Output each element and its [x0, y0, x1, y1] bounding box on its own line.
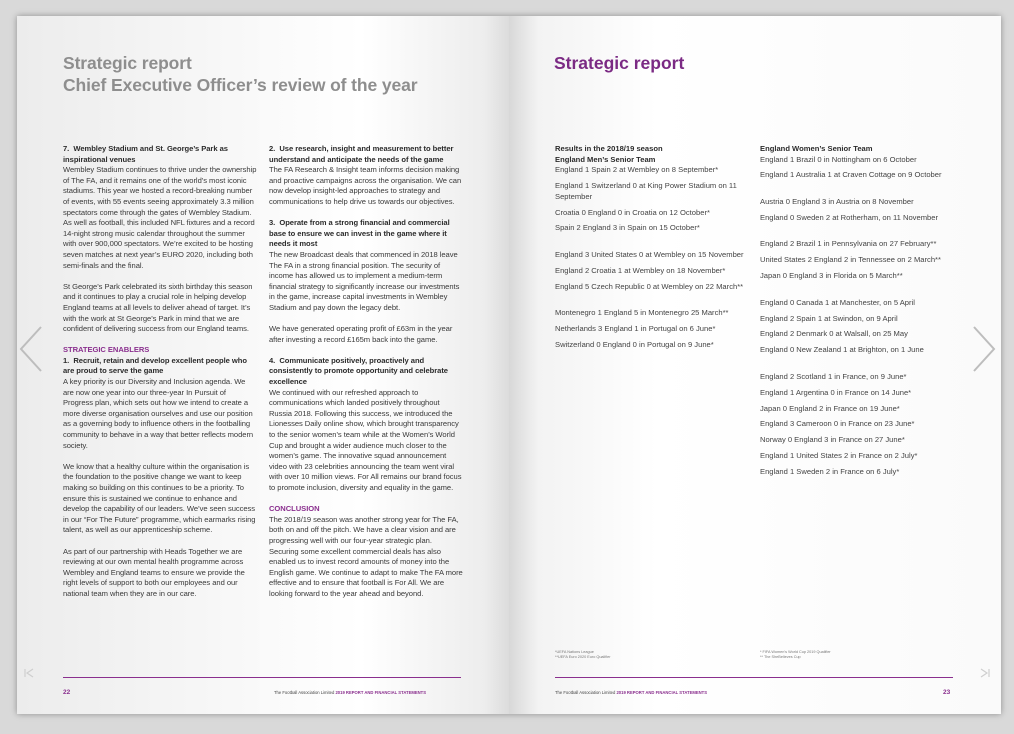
- page-number: 22: [63, 689, 71, 696]
- result-item: England 2 Brazil 1 in Pennsylvania on 27 February**: [760, 239, 937, 249]
- footer-report-name: 2019 REPORT AND FINANCIAL STATEMENTS: [616, 690, 708, 695]
- footer-rule: [555, 677, 953, 678]
- result-item: Japan 0 England 3 in Florida on 5 March**: [760, 271, 903, 281]
- title-line-2: Chief Executive Officer’s review of the year: [63, 75, 418, 95]
- result-item: Croatia 0 England 0 in Croatia on 12 October*: [555, 207, 710, 217]
- result-item: England 2 Denmark 0 at Walsall, on 25 May: [760, 329, 908, 339]
- section-label: CONCLUSION: [269, 504, 320, 514]
- section-heading: 4. Communicate positively, proactively and consistently to promote opportunity and celebrate excellence: [269, 355, 448, 387]
- team-heading: England Women’s Senior Team: [760, 144, 873, 153]
- result-item: Japan 0 England 2 in France on 19 June*: [760, 403, 900, 413]
- mens-results-list: [555, 165, 749, 350]
- right-page: [509, 16, 1001, 714]
- mens-results-column: [555, 144, 749, 356]
- paragraph: Wembley Stadium continues to thrive under the ownership of The FA, and it remains one of the world’s most iconic stadiums. This year we hosted a record-breaking number of events, with 55 events seeing approximately 3.3 million spectators come through the gates of Wembley Stadium. As well as football, this included NFL fixtures and a record 14-night strong music calendar throughout the summer with over 900,000 spectators. We’re excited to be hosting seven matches at next year’s EURO 2020, including both semi-finals and the final.: [63, 165, 257, 270]
- section-label: STRATEGIC ENABLERS: [63, 345, 150, 355]
- last-page-icon: [978, 666, 992, 680]
- first-page-button[interactable]: [22, 666, 36, 680]
- last-page-button[interactable]: [978, 666, 992, 680]
- paragraph: The new Broadcast deals that commenced in 2018 leave The FA in a strong financial position. The security of income has allowed us to implement a medium-term financial strategy to significantly increase our investments in the game, increase capital investments in Wembley Stadium and pay down the legacy debt.: [269, 249, 460, 312]
- result-item: England 1 Brazil 0 in Nottingham on 6 October: [760, 154, 917, 164]
- section-heading: 7. Wembley Stadium and St. George’s Park as inspirational venues: [63, 144, 228, 164]
- result-item: Austria 0 England 3 in Austria on 8 November: [760, 196, 914, 206]
- footnotes-womens: [760, 650, 831, 660]
- section-heading: 1. Recruit, retain and develop excellent people who are proud to serve the game: [63, 355, 247, 376]
- footnote: *UEFA Nations League: [555, 650, 594, 654]
- result-item: England 1 Spain 2 at Wembley on 8 September*: [555, 165, 719, 175]
- right-page-title: Strategic report: [554, 53, 685, 73]
- result-item: Spain 2 England 3 in Spain on 15 October*: [555, 223, 700, 233]
- result-item: England 3 United States 0 at Wembley on 15 November: [555, 249, 744, 259]
- result-item: England 3 Cameroon 0 in France on 23 June*: [760, 419, 915, 429]
- magazine-spread: [17, 16, 1001, 714]
- footer-rule: [63, 677, 461, 678]
- left-page: [17, 16, 509, 714]
- page-number: 23: [943, 689, 951, 696]
- team-heading: England Men’s Senior Team: [555, 154, 656, 164]
- footer-publisher: The Football Association Limited: [274, 690, 336, 695]
- chevron-left-icon: [17, 324, 45, 374]
- result-item: Montenegro 1 England 5 in Montenegro 25 March**: [555, 308, 729, 318]
- footer-text: [555, 690, 707, 695]
- section-heading: 3. Operate from a strong financial and commercial base to ensure we can invest in the game where it needs it most: [269, 218, 450, 249]
- result-item: Norway 0 England 3 in France on 27 June*: [760, 435, 905, 445]
- footer-text: [274, 690, 426, 695]
- prev-page-button[interactable]: [17, 324, 45, 374]
- result-item: England 1 Argentina 0 in France on 14 June*: [760, 387, 912, 397]
- womens-results-list: [760, 155, 956, 478]
- result-item: England 1 Sweden 2 in France on 6 July*: [760, 467, 900, 477]
- result-item: England 1 United States 2 in France on 2 July*: [760, 451, 918, 461]
- result-item: England 1 Switzerland 0 at King Power Stadium on 11 September: [555, 181, 737, 201]
- footnote: ** The SheBelieves Cup: [760, 655, 801, 659]
- title-line-1: Strategic report: [63, 53, 192, 73]
- result-item: Netherlands 3 England 1 in Portugal on 6 June*: [555, 324, 716, 334]
- paragraph: The 2018/19 season was another strong year for The FA, both on and off the pitch. We have a clear vision and are progressing well with our four-year strategic plan. Securing some excellent commercial deals has also enabled us to invest record amounts of money into the English game. We continue to adapt to make The FA more effective and to ensure that football is For All. We are looking forward to the year ahead and beyond.: [269, 514, 463, 598]
- left-column-2: [269, 144, 463, 600]
- result-item: England 0 Canada 1 at Manchester, on 5 April: [760, 297, 915, 307]
- paragraph: We continued with our refreshed approach to communications which landed positively throughout Russia 2018. Following this success, we introduced the Lionesses Daily online show, which brought transparency to the senior women’s team while at the Women’s World Cup and brought a wider audience much closer to the women’s game. The innovative squad announcement video with 23 celebrities announcing the team went viral with over 10 million views. For All remains our brand focus to promote inclusion, diversity and equality in the game.: [269, 387, 462, 492]
- results-heading: Results in the 2018/19 season: [555, 144, 663, 153]
- result-item: England 0 Sweden 2 at Rotherham, on 11 November: [760, 212, 939, 222]
- result-item: England 2 Scotland 1 in France, on 9 June*: [760, 371, 907, 381]
- result-item: United States 2 England 2 in Tennessee on 2 March**: [760, 255, 941, 265]
- paragraph: As part of our partnership with Heads Together we are reviewing at our own mental health programme across Wembley and England teams to ensure we provide the right levels of support to both our employees and our national team when they are in our care.: [63, 546, 245, 598]
- footnote: **UEFA Euro 2020 Euro Qualifier: [555, 655, 611, 659]
- left-page-title: [63, 52, 418, 96]
- paragraph: St George’s Park celebrated its sixth birthday this season and it continues to play a crucial role in helping develop England teams at all levels to deliver ahead of target. It’s with the work at St George’s Park in mind that we are confident of delivering success from our England teams.: [63, 281, 253, 334]
- result-item: England 0 New Zealand 1 at Brighton, on 1 June: [760, 345, 924, 355]
- result-item: England 5 Czech Republic 0 at Wembley on 22 March**: [555, 281, 744, 291]
- chevron-right-icon: [970, 324, 998, 374]
- paragraph: We have generated operating profit of £63m in the year after investing a record £165m back into the game.: [269, 324, 453, 344]
- footer-publisher: The Football Association Limited: [555, 690, 617, 695]
- result-item: England 2 Spain 1 at Swindon, on 9 April: [760, 313, 898, 323]
- paragraph: The FA Research & Insight team informs decision making and proactive campaigns across the organisation. We can now develop insight-led approaches to strategy and communications to help drive us towards our objectives.: [269, 165, 462, 206]
- result-item: England 1 Australia 1 at Craven Cottage on 9 October: [760, 170, 942, 180]
- left-column-1: [63, 144, 257, 600]
- footnote: * FIFA Women’s World Cup 2019 Qualifier: [760, 650, 831, 654]
- paragraph: We know that a healthy culture within the organisation is the foundation to the positive change we want to keep making so building on this continues to be a priority. To ensure this is sustained we continue to enhance and develop the capability of our leaders. We’ve seen success in our “For The Future” programme, which earmarks rising talent, as well as our apprenticeship scheme.: [63, 461, 256, 535]
- result-item: England 2 Croatia 1 at Wembley on 18 November*: [555, 265, 726, 275]
- footer-report-name: 2019 REPORT AND FINANCIAL STATEMENTS: [335, 690, 427, 695]
- first-page-icon: [22, 666, 36, 680]
- result-item: Switzerland 0 England 0 in Portugal on 9 June*: [555, 339, 714, 349]
- footnotes-mens: [555, 650, 611, 660]
- next-page-button[interactable]: [970, 324, 998, 374]
- paragraph: A key priority is our Diversity and Inclusion agenda. We are now one year into our three-year In Pursuit of Progress plan, which sets out how we intend to create a more diverse organisation ourselves and use our position as a governing body to influence others in the footballing community to behave in a way that better reflects modern society.: [63, 377, 254, 450]
- section-heading: 2. Use research, insight and measurement to better understand and anticipate the needs of the game: [269, 144, 454, 164]
- womens-results-column: [760, 144, 956, 483]
